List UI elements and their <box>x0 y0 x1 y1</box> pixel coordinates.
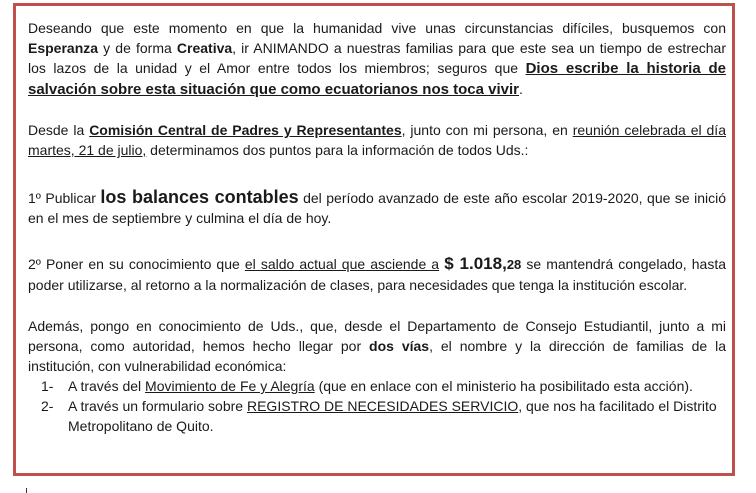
text-run: Además, pongo en conocimiento de Uds., que, desde el Departamento de Consejo Estudiantil, junto a mi persona, como autoridad, hemos hecho llegar por <box>28 318 726 354</box>
paragraph-point-1 <box>28 187 726 228</box>
text-run: , ir ANIMANDO a nuestras familias para que este sea un tiempo de estrechar los lazos de la unidad y el Amor entre todos los miembros; seguros que <box>28 40 726 76</box>
paragraph-commission <box>28 120 726 160</box>
bold-dos-vias: dos vías <box>369 338 430 354</box>
movement-name: Movimiento de Fe y Alegría <box>145 378 315 394</box>
meeting-date: reunión celebrada el día martes, 21 de julio, <box>28 122 726 158</box>
text-run: se mantendrá congelado, hasta poder utilizarse, al retorno a la normalización de clases, para necesidades que tenga la institución escolar. <box>28 256 727 293</box>
text-run: del período avanzado de este año escolar 2019-2020, que se inició en el mes de septiembre y culmina el día de hoy. <box>28 190 726 226</box>
balances-heading: los balances contables <box>100 187 299 207</box>
bold-underlined-phrase: Dios escribe la historia de salvación sobre esta situación que como ecuatorianos nos toca vivir <box>28 60 727 98</box>
paragraph-vulnerability <box>28 316 726 376</box>
document-body <box>28 18 726 436</box>
commission-name: Comisión Central de Padres y Representantes <box>89 122 402 138</box>
paragraph-point-2 <box>28 254 726 295</box>
bold-creativa: Creativa <box>176 40 233 56</box>
channels-list <box>28 376 726 436</box>
text-run: Deseando que este momento en que la humanidad vive unas circunstancias difíciles, busquemos con <box>28 20 726 36</box>
text-run: , junto con mi persona, en <box>401 122 573 138</box>
text-run: A través un formulario sobre <box>68 398 247 414</box>
list-number: 2- <box>41 398 54 414</box>
text-run: . <box>519 81 523 97</box>
text-cursor <box>26 488 27 493</box>
list-item <box>28 376 726 396</box>
document-frame <box>13 3 735 476</box>
text-run: Desde la <box>28 122 90 138</box>
bold-esperanza: Esperanza <box>28 40 99 56</box>
balance-phrase: el saldo actual que asciende a <box>244 256 440 272</box>
balance-amount: $ 1.018, <box>444 254 507 273</box>
list-number: 1- <box>41 378 54 394</box>
text-run: y de forma <box>98 40 177 56</box>
text-run: A través del <box>68 378 146 394</box>
paragraph-intro <box>28 18 726 100</box>
text-run: (que en enlace con el ministerio ha posibilitado esta acción). <box>314 378 693 394</box>
list-item <box>28 396 726 436</box>
text-run: determinamos dos puntos para la información de todos Uds.: <box>146 142 529 158</box>
text-run: 2º Poner en su conocimiento que <box>28 256 245 272</box>
balance-amount-cents: 28 <box>506 257 522 272</box>
text-run: 1º Publicar <box>28 190 101 206</box>
text-run: , que nos ha facilitado el Distrito Metropolitano de Quito. <box>68 398 717 434</box>
text-run: , el nombre y la dirección de familias de la institución, con vulnerabilidad económica: <box>28 338 726 374</box>
form-name: REGISTRO DE NECESIDADES SERVICIO <box>246 398 519 414</box>
